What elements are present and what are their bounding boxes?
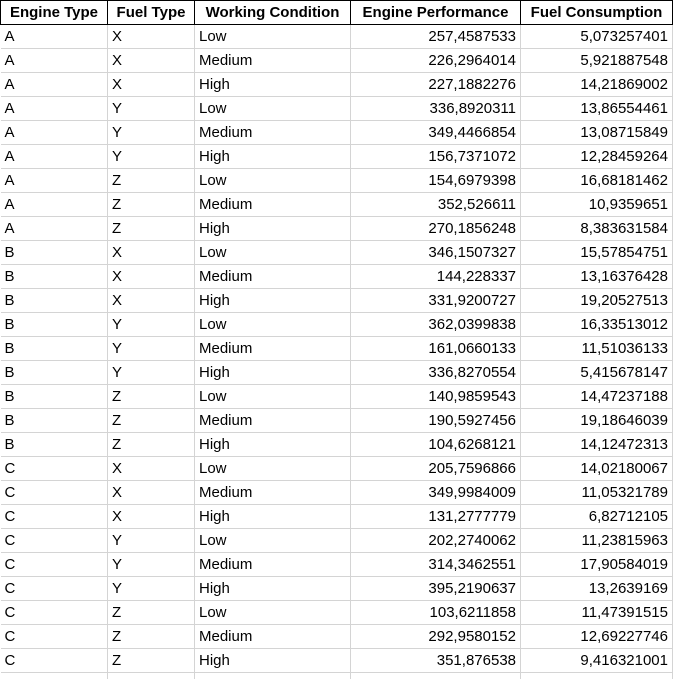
table-row: [1, 385, 673, 409]
table-row: [1, 289, 673, 313]
cell-engine-performance[interactable]: 140,9859543: [351, 385, 521, 409]
cell-fuel-consumption[interactable]: 11,51036133: [521, 337, 673, 361]
cell-engine-type[interactable]: C: [1, 505, 108, 529]
cell-working-condition[interactable]: High: [195, 433, 351, 457]
empty-cell[interactable]: [1, 673, 108, 679]
cell-working-condition[interactable]: Low: [195, 25, 351, 49]
cell-engine-type[interactable]: A: [1, 121, 108, 145]
cell-fuel-type[interactable]: Z: [108, 169, 195, 193]
cell-fuel-type[interactable]: Z: [108, 385, 195, 409]
header-fuel-type[interactable]: Fuel Type: [108, 1, 195, 25]
table-row: [1, 121, 673, 145]
cell-fuel-consumption[interactable]: 5,073257401: [521, 25, 673, 49]
cell-fuel-type[interactable]: Y: [108, 121, 195, 145]
cell-fuel-consumption[interactable]: 14,12472313: [521, 433, 673, 457]
table-row: [1, 337, 673, 361]
cell-working-condition[interactable]: Medium: [195, 625, 351, 649]
cell-fuel-consumption[interactable]: 19,20527513: [521, 289, 673, 313]
cell-working-condition[interactable]: Medium: [195, 49, 351, 73]
cell-fuel-consumption[interactable]: 11,47391515: [521, 601, 673, 625]
cell-engine-type[interactable]: A: [1, 217, 108, 241]
cell-working-condition[interactable]: Medium: [195, 409, 351, 433]
cell-working-condition[interactable]: Low: [195, 385, 351, 409]
cell-fuel-type[interactable]: Y: [108, 145, 195, 169]
cell-engine-performance[interactable]: 349,9984009: [351, 481, 521, 505]
cell-fuel-type[interactable]: Y: [108, 577, 195, 601]
header-engine-performance[interactable]: Engine Performance: [351, 1, 521, 25]
cell-engine-type[interactable]: C: [1, 649, 108, 673]
cell-engine-performance[interactable]: 362,0399838: [351, 313, 521, 337]
cell-fuel-type[interactable]: Y: [108, 97, 195, 121]
cell-fuel-consumption[interactable]: 17,90584019: [521, 553, 673, 577]
cell-working-condition[interactable]: High: [195, 361, 351, 385]
cell-working-condition[interactable]: Medium: [195, 121, 351, 145]
header-engine-type[interactable]: Engine Type: [1, 1, 108, 25]
cell-working-condition[interactable]: Low: [195, 529, 351, 553]
cell-engine-performance[interactable]: 104,6268121: [351, 433, 521, 457]
cell-engine-type[interactable]: B: [1, 265, 108, 289]
table-row: [1, 529, 673, 553]
empty-cell[interactable]: [108, 673, 195, 679]
table-row: [1, 25, 673, 49]
empty-row: [1, 673, 673, 679]
cell-fuel-type[interactable]: X: [108, 73, 195, 97]
empty-cell[interactable]: [521, 673, 673, 679]
cell-engine-performance[interactable]: 395,2190637: [351, 577, 521, 601]
cell-fuel-consumption[interactable]: 6,82712105: [521, 505, 673, 529]
cell-fuel-consumption[interactable]: 16,33513012: [521, 313, 673, 337]
table-row: [1, 577, 673, 601]
cell-engine-performance[interactable]: 226,2964014: [351, 49, 521, 73]
cell-engine-type[interactable]: A: [1, 193, 108, 217]
cell-fuel-type[interactable]: Z: [108, 649, 195, 673]
cell-engine-type[interactable]: A: [1, 145, 108, 169]
table-row: [1, 241, 673, 265]
cell-engine-type[interactable]: C: [1, 625, 108, 649]
cell-engine-performance[interactable]: 292,9580152: [351, 625, 521, 649]
cell-engine-performance[interactable]: 156,7371072: [351, 145, 521, 169]
cell-engine-performance[interactable]: 314,3462551: [351, 553, 521, 577]
cell-fuel-consumption[interactable]: 15,57854751: [521, 241, 673, 265]
cell-fuel-type[interactable]: Y: [108, 529, 195, 553]
cell-engine-performance[interactable]: 205,7596866: [351, 457, 521, 481]
cell-fuel-type[interactable]: X: [108, 457, 195, 481]
table-row: [1, 313, 673, 337]
cell-engine-performance[interactable]: 144,228337: [351, 265, 521, 289]
cell-working-condition[interactable]: High: [195, 577, 351, 601]
cell-engine-performance[interactable]: 351,876538: [351, 649, 521, 673]
cell-working-condition[interactable]: Medium: [195, 481, 351, 505]
table-row: [1, 265, 673, 289]
cell-working-condition[interactable]: Medium: [195, 193, 351, 217]
cell-fuel-consumption[interactable]: 13,16376428: [521, 265, 673, 289]
cell-engine-performance[interactable]: 154,6979398: [351, 169, 521, 193]
cell-engine-type[interactable]: C: [1, 553, 108, 577]
cell-fuel-type[interactable]: Z: [108, 217, 195, 241]
cell-engine-type[interactable]: B: [1, 433, 108, 457]
cell-engine-type[interactable]: B: [1, 241, 108, 265]
table-row: [1, 145, 673, 169]
cell-fuel-consumption[interactable]: 16,68181462: [521, 169, 673, 193]
cell-engine-type[interactable]: C: [1, 529, 108, 553]
cell-engine-type[interactable]: B: [1, 313, 108, 337]
table-row: [1, 457, 673, 481]
table-row: [1, 97, 673, 121]
cell-fuel-type[interactable]: X: [108, 25, 195, 49]
cell-fuel-consumption[interactable]: 13,08715849: [521, 121, 673, 145]
cell-engine-performance[interactable]: 161,0660133: [351, 337, 521, 361]
table-row: [1, 217, 673, 241]
cell-fuel-consumption[interactable]: 12,28459264: [521, 145, 673, 169]
cell-fuel-consumption[interactable]: 14,21869002: [521, 73, 673, 97]
cell-engine-type[interactable]: C: [1, 577, 108, 601]
cell-engine-type[interactable]: B: [1, 337, 108, 361]
cell-engine-type[interactable]: A: [1, 25, 108, 49]
cell-engine-type[interactable]: B: [1, 361, 108, 385]
cell-fuel-consumption[interactable]: 8,383631584: [521, 217, 673, 241]
table-row: [1, 649, 673, 673]
table-row: [1, 361, 673, 385]
cell-fuel-type[interactable]: Y: [108, 553, 195, 577]
cell-fuel-consumption[interactable]: 11,23815963: [521, 529, 673, 553]
table-row: [1, 433, 673, 457]
cell-engine-type[interactable]: B: [1, 409, 108, 433]
cell-working-condition[interactable]: Low: [195, 601, 351, 625]
cell-fuel-type[interactable]: Z: [108, 409, 195, 433]
cell-working-condition[interactable]: Medium: [195, 265, 351, 289]
cell-fuel-consumption[interactable]: 13,2639169: [521, 577, 673, 601]
cell-working-condition[interactable]: Low: [195, 313, 351, 337]
cell-fuel-type[interactable]: Z: [108, 601, 195, 625]
cell-fuel-consumption[interactable]: 10,9359651: [521, 193, 673, 217]
table-row: [1, 553, 673, 577]
cell-engine-type[interactable]: A: [1, 49, 108, 73]
cell-working-condition[interactable]: Low: [195, 241, 351, 265]
cell-working-condition[interactable]: High: [195, 649, 351, 673]
cell-working-condition[interactable]: High: [195, 217, 351, 241]
cell-working-condition[interactable]: High: [195, 289, 351, 313]
cell-engine-performance[interactable]: 190,5927456: [351, 409, 521, 433]
cell-engine-performance[interactable]: 227,1882276: [351, 73, 521, 97]
cell-fuel-consumption[interactable]: 19,18646039: [521, 409, 673, 433]
cell-working-condition[interactable]: Low: [195, 97, 351, 121]
cell-fuel-type[interactable]: Z: [108, 625, 195, 649]
empty-cell[interactable]: [195, 673, 351, 679]
cell-engine-type[interactable]: A: [1, 169, 108, 193]
cell-fuel-consumption[interactable]: 5,415678147: [521, 361, 673, 385]
cell-engine-type[interactable]: A: [1, 73, 108, 97]
header-row: [1, 1, 673, 25]
cell-fuel-consumption[interactable]: 11,05321789: [521, 481, 673, 505]
cell-working-condition[interactable]: High: [195, 73, 351, 97]
table-row: [1, 169, 673, 193]
cell-working-condition[interactable]: Medium: [195, 337, 351, 361]
cell-fuel-consumption[interactable]: 14,02180067: [521, 457, 673, 481]
cell-engine-type[interactable]: C: [1, 457, 108, 481]
cell-engine-performance[interactable]: 336,8920311: [351, 97, 521, 121]
cell-engine-performance[interactable]: 103,6211858: [351, 601, 521, 625]
cell-working-condition[interactable]: Low: [195, 169, 351, 193]
table-row: [1, 481, 673, 505]
cell-engine-performance[interactable]: 331,9200727: [351, 289, 521, 313]
cell-engine-performance[interactable]: 349,4466854: [351, 121, 521, 145]
cell-fuel-type[interactable]: X: [108, 49, 195, 73]
cell-engine-performance[interactable]: 202,2740062: [351, 529, 521, 553]
cell-working-condition[interactable]: High: [195, 505, 351, 529]
cell-engine-type[interactable]: A: [1, 97, 108, 121]
header-fuel-consumption[interactable]: Fuel Consumption: [521, 1, 673, 25]
table-header: [1, 1, 673, 25]
table-row: [1, 505, 673, 529]
table-row: [1, 625, 673, 649]
cell-working-condition[interactable]: Low: [195, 457, 351, 481]
cell-engine-performance[interactable]: 352,526611: [351, 193, 521, 217]
cell-fuel-type[interactable]: X: [108, 265, 195, 289]
table-row: [1, 73, 673, 97]
cell-engine-type[interactable]: C: [1, 601, 108, 625]
cell-fuel-type[interactable]: Z: [108, 193, 195, 217]
header-working-condition[interactable]: Working Condition: [195, 1, 351, 25]
cell-fuel-type[interactable]: Z: [108, 433, 195, 457]
cell-fuel-type[interactable]: Y: [108, 313, 195, 337]
cell-fuel-consumption[interactable]: 5,921887548: [521, 49, 673, 73]
cell-fuel-consumption[interactable]: 13,86554461: [521, 97, 673, 121]
empty-cell[interactable]: [351, 673, 521, 679]
cell-fuel-consumption[interactable]: 12,69227746: [521, 625, 673, 649]
cell-engine-type[interactable]: C: [1, 481, 108, 505]
table-row: [1, 409, 673, 433]
cell-working-condition[interactable]: High: [195, 145, 351, 169]
cell-engine-type[interactable]: B: [1, 289, 108, 313]
cell-engine-performance[interactable]: 257,4587533: [351, 25, 521, 49]
cell-fuel-type[interactable]: X: [108, 241, 195, 265]
cell-fuel-type[interactable]: X: [108, 289, 195, 313]
cell-engine-performance[interactable]: 336,8270554: [351, 361, 521, 385]
cell-fuel-type[interactable]: Y: [108, 337, 195, 361]
cell-fuel-consumption[interactable]: 9,416321001: [521, 649, 673, 673]
table-row: [1, 193, 673, 217]
table-row: [1, 49, 673, 73]
cell-engine-type[interactable]: B: [1, 385, 108, 409]
cell-engine-performance[interactable]: 270,1856248: [351, 217, 521, 241]
cell-fuel-consumption[interactable]: 14,47237188: [521, 385, 673, 409]
table-body: [1, 25, 673, 679]
table-row: [1, 601, 673, 625]
cell-fuel-type[interactable]: X: [108, 505, 195, 529]
cell-engine-performance[interactable]: 346,1507327: [351, 241, 521, 265]
cell-engine-performance[interactable]: 131,2777779: [351, 505, 521, 529]
cell-fuel-type[interactable]: X: [108, 481, 195, 505]
cell-working-condition[interactable]: Medium: [195, 553, 351, 577]
cell-fuel-type[interactable]: Y: [108, 361, 195, 385]
